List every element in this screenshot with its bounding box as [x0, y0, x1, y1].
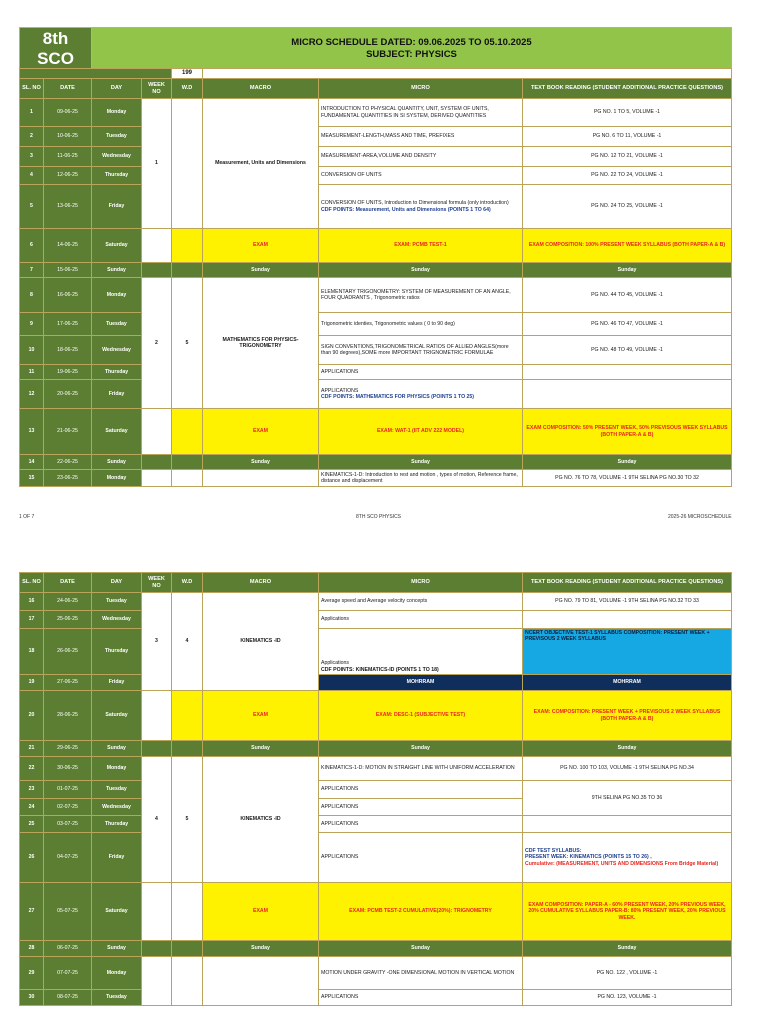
day-cell: Sunday [92, 263, 142, 278]
book-reading: PG NO. 24 TO 25, VOLUME -1 [523, 185, 732, 229]
date-cell: 17-06-25 [44, 313, 92, 336]
table-row [20, 409, 732, 455]
day-cell: Sunday [92, 455, 142, 470]
micro-topic: APPLICATIONS [319, 365, 523, 380]
day-cell: Thursday [92, 167, 142, 185]
day-cell: Thursday [92, 629, 142, 675]
book-reading: Sunday [523, 941, 732, 957]
table-row [20, 470, 732, 487]
date-cell: 30-06-25 [44, 757, 92, 781]
sl-no: 14 [20, 455, 44, 470]
wd-cell [172, 957, 203, 1006]
col-header-day: DAY [92, 79, 142, 99]
col-header-book: TEXT BOOK READING (STUDENT ADDITIONAL PRACTICE QUESTIONS) [523, 573, 732, 593]
date-cell: 01-07-25 [44, 781, 92, 799]
sl-no: 27 [20, 883, 44, 941]
date-cell: 21-06-25 [44, 409, 92, 455]
week-no [142, 941, 172, 957]
day-cell: Friday [92, 380, 142, 409]
wd-cell [172, 741, 203, 757]
table-row [20, 957, 732, 990]
sl-no: 17 [20, 611, 44, 629]
day-cell: Friday [92, 833, 142, 883]
date-cell: 08-07-25 [44, 990, 92, 1006]
col-header-week: WEEK NO [142, 573, 172, 593]
micro-topic: APPLICATIONS [319, 833, 523, 883]
week-no [142, 263, 172, 278]
book-reading: PG NO. 100 TO 103, VOLUME -1 9TH SELINA PG NO.34 [523, 757, 732, 781]
col-header-macro: MACRO [203, 79, 319, 99]
title-table [19, 27, 732, 71]
book-reading: PG NO. 6 TO 11, VOLUME -1 [523, 127, 732, 147]
day-cell: Monday [92, 278, 142, 313]
sl-no: 22 [20, 757, 44, 781]
day-cell: Wednesday [92, 336, 142, 365]
table-row [20, 757, 732, 781]
sl-no: 28 [20, 941, 44, 957]
day-cell: Sunday [92, 741, 142, 757]
col-header-micro: MICRO [319, 79, 523, 99]
book-reading [523, 816, 732, 833]
date-cell: 29-06-25 [44, 741, 92, 757]
wd-cell: 5 [172, 757, 203, 883]
book-reading: Sunday [523, 741, 732, 757]
micro-topic: KINEMATICS-1-D: MOTION IN STRAIGHT LINE WITH UNIFORM ACCELERATION [319, 757, 523, 781]
micro-topic: CONVERSION OF UNITS [319, 167, 523, 185]
week-no: 4 [142, 757, 172, 883]
table-row [20, 147, 732, 167]
day-cell: Wednesday [92, 611, 142, 629]
micro-text: Applications [321, 660, 349, 667]
table-row [20, 833, 732, 883]
week-no [142, 409, 172, 455]
table-row [20, 455, 732, 470]
micro-topic: Sunday [319, 455, 523, 470]
micro-text: CONVERSION OF UNITS, Introduction to Dimensional formula (only introduction) [321, 200, 509, 207]
table-row [20, 781, 732, 799]
cdf-points: CDF POINTS: Measurement, Units and Dimensions (POINTS 1 TO 64) [321, 206, 491, 213]
sl-no: 12 [20, 380, 44, 409]
book-reading: EXAM COMPOSITION: 50% PRESENT WEEK, 50% PREVISOUS WEEK SYLLABUS (BOTH PAPER-A & B) [523, 409, 732, 455]
sl-no: 21 [20, 741, 44, 757]
micro-topic [319, 185, 523, 229]
book-reading [523, 380, 732, 409]
date-cell: 18-06-25 [44, 336, 92, 365]
micro-topic: APPLICATIONS [319, 816, 523, 833]
macro-topic: Measurement, Units and Dimensions [203, 99, 319, 229]
day-cell: Monday [92, 957, 142, 990]
wd-cell [172, 691, 203, 741]
micro-topic: MOTION UNDER GRAVITY -ONE DIMENSIONAL MOTION IN VERTICAL MOTION [319, 957, 523, 990]
book-reading: 9TH SELINA PG NO.35 TO 36 [523, 781, 732, 816]
wd-cell [172, 229, 203, 263]
day-cell: Tuesday [92, 127, 142, 147]
day-cell: Saturday [92, 883, 142, 941]
week-no [142, 957, 172, 1006]
sl-no: 13 [20, 409, 44, 455]
micro-topic: Sunday [319, 741, 523, 757]
week-no: 2 [142, 278, 172, 409]
day-cell: Friday [92, 185, 142, 229]
micro-topic: Trigonometric identies, Trigonometric values ( 0 to 90 deg) [319, 313, 523, 336]
date-cell: 05-07-25 [44, 883, 92, 941]
table-row [20, 883, 732, 941]
schedule-table-page1 [19, 68, 732, 487]
book-reading [523, 365, 732, 380]
micro-topic: APPLICATIONS [319, 781, 523, 799]
macro-topic: Sunday [203, 741, 319, 757]
day-cell: Thursday [92, 816, 142, 833]
col-header-wd: W.D [172, 573, 203, 593]
week-no [142, 691, 172, 741]
wd-cell [172, 409, 203, 455]
sl-no: 1 [20, 99, 44, 127]
blank-cell [20, 69, 172, 79]
wd-cell: 5 [172, 278, 203, 409]
micro-topic: EXAM: PCMB TEST-2 CUMULATIVE(20%): TRIGNOMETRY [319, 883, 523, 941]
page-title [92, 28, 732, 71]
table-row [20, 229, 732, 263]
sl-no: 20 [20, 691, 44, 741]
book-reading [523, 611, 732, 629]
table-row [20, 741, 732, 757]
sl-no: 10 [20, 336, 44, 365]
wd-cell [172, 99, 203, 229]
day-cell: Tuesday [92, 990, 142, 1006]
micro-topic: APPLICATIONS [319, 799, 523, 816]
table-row [20, 278, 732, 313]
page-footer-center: 8TH SCO PHYSICS [356, 514, 402, 520]
macro-topic: MATHEMATICS FOR PHYSICS-TRIGONOMETRY [203, 278, 319, 409]
day-cell: Saturday [92, 229, 142, 263]
book-reading: EXAM: COMPOSITION: PRESENT WEEK + PREVISOUS 2 WEEK SYLLABUS (BOTH PAPER-A & B) [523, 691, 732, 741]
book-reading: PG NO. 76 TO 78, VOLUME -1 9TH SELINA PG NO.30 TO 32 [523, 470, 732, 487]
sl-no: 3 [20, 147, 44, 167]
col-header-week: WEEK NO [142, 79, 172, 99]
col-header-date: DATE [44, 573, 92, 593]
date-cell: 03-07-25 [44, 816, 92, 833]
page-footer-right: 2025-26 MICROSCHEDULE [668, 514, 732, 520]
sl-no: 26 [20, 833, 44, 883]
day-cell: Thursday [92, 365, 142, 380]
brand-logo: 8th SCO [20, 28, 92, 71]
book-reading: PG NO. 48 TO 49, VOLUME -1 [523, 336, 732, 365]
micro-topic: Average speed and Average velocity concepts [319, 593, 523, 611]
schedule-table-page2 [19, 572, 732, 1006]
sl-no: 25 [20, 816, 44, 833]
sl-no: 8 [20, 278, 44, 313]
date-cell: 22-06-25 [44, 455, 92, 470]
macro-topic: Sunday [203, 263, 319, 278]
date-cell: 27-06-25 [44, 675, 92, 691]
book-reading: PG NO. 46 TO 47, VOLUME -1 [523, 313, 732, 336]
micro-topic: EXAM: WAT-1 (IIT ADV 222 MODEL) [319, 409, 523, 455]
sl-no: 11 [20, 365, 44, 380]
col-header-wd: W.D [172, 79, 203, 99]
day-cell: Tuesday [92, 313, 142, 336]
wd-total: 199 [172, 69, 203, 79]
table-row [20, 127, 732, 147]
date-cell: 19-06-25 [44, 365, 92, 380]
table-row [20, 675, 732, 691]
col-header-sl: SL. NO [20, 573, 44, 593]
micro-topic: INTRODUCTION TO PHYSICAL QUANTITY, UNIT, SYSTEM OF UNITS, FUNDAMENTAL QUANTITIES IN SI SYSTEM, DERIVED QUANTITIES [319, 99, 523, 127]
micro-text: APPLICATIONS [321, 387, 359, 394]
title-line-1: MICRO SCHEDULE DATED: 09.06.2025 TO 05.10.2025 [291, 37, 532, 48]
wd-cell: 4 [172, 593, 203, 691]
book-reading: PG NO. 79 TO 81, VOLUME -1 9TH SELINA PG NO.32 TO 33 [523, 593, 732, 611]
macro-topic: Sunday [203, 455, 319, 470]
macro-topic [203, 470, 319, 487]
macro-topic: EXAM [203, 229, 319, 263]
date-cell: 24-06-25 [44, 593, 92, 611]
wd-cell [172, 941, 203, 957]
holiday-label: MOHRRAM [523, 675, 732, 691]
book-reading: Sunday [523, 455, 732, 470]
table-row [20, 629, 732, 675]
date-cell: 11-06-25 [44, 147, 92, 167]
table-row [20, 336, 732, 365]
week-no [142, 455, 172, 470]
day-cell: Friday [92, 675, 142, 691]
book-reading [523, 833, 732, 883]
col-header-macro: MACRO [203, 573, 319, 593]
wd-cell [172, 470, 203, 487]
sl-no: 2 [20, 127, 44, 147]
date-cell: 14-06-25 [44, 229, 92, 263]
sl-no: 16 [20, 593, 44, 611]
sl-no: 6 [20, 229, 44, 263]
sl-no: 9 [20, 313, 44, 336]
cdf-present-week: PRESENT WEEK: KINEMATICS (POINTS 15 TO 26) , [525, 854, 652, 861]
micro-topic: KINEMATICS-1-D: Introduction to rest and motion , types of motion, Reference frame, distance and displacement [319, 470, 523, 487]
table-row [20, 365, 732, 380]
date-cell: 23-06-25 [44, 470, 92, 487]
table-row [20, 990, 732, 1006]
micro-topic [319, 629, 523, 675]
week-no [142, 883, 172, 941]
ncert-test-note: NCERT OBJECTIVE TEST-1 SYLLABUS COMPOSITION: PRESENT WEEK + PREVISOUS 2 WEEK SYLLABUS [523, 629, 732, 675]
week-no [142, 470, 172, 487]
sl-no: 15 [20, 470, 44, 487]
micro-topic: Applications [319, 611, 523, 629]
date-cell: 09-06-25 [44, 99, 92, 127]
sl-no: 4 [20, 167, 44, 185]
micro-topic [319, 380, 523, 409]
week-no: 3 [142, 593, 172, 691]
sl-no: 19 [20, 675, 44, 691]
book-reading: PG NO. 22 TO 24, VOLUME -1 [523, 167, 732, 185]
sl-no: 30 [20, 990, 44, 1006]
col-header-date: DATE [44, 79, 92, 99]
micro-topic: EXAM: DESC-1 (SUBJECTIVE TEST) [319, 691, 523, 741]
book-reading: PG NO. 1 TO 5, VOLUME -1 [523, 99, 732, 127]
book-reading: PG NO. 12 TO 21, VOLUME -1 [523, 147, 732, 167]
date-cell: 02-07-25 [44, 799, 92, 816]
table-row [20, 611, 732, 629]
date-cell: 28-06-25 [44, 691, 92, 741]
sl-no: 7 [20, 263, 44, 278]
micro-topic: APPLICATIONS [319, 990, 523, 1006]
date-cell: 20-06-25 [44, 380, 92, 409]
day-cell: Monday [92, 99, 142, 127]
macro-topic: EXAM [203, 409, 319, 455]
week-no [142, 741, 172, 757]
cdf-test-syllabus-title: CDF TEST SYLLABUS: [525, 847, 582, 854]
book-reading: PG NO. 122 , VOLUME -1 [523, 957, 732, 990]
cdf-points: CDF POINTS: MATHEMATICS FOR PHYSICS (POINTS 1 TO 25) [321, 394, 475, 400]
col-header-day: DAY [92, 573, 142, 593]
micro-topic: SIGN CONVENTIONS,TRIGONOMETRICAL RATIOS OF ALLIED ANGLES(more than 90 degrees),SOME more IMPORTANT TRIGNOMETRIC FORMULAE [319, 336, 523, 365]
date-cell: 10-06-25 [44, 127, 92, 147]
sl-no: 29 [20, 957, 44, 990]
sl-no: 24 [20, 799, 44, 816]
day-cell: Tuesday [92, 593, 142, 611]
date-cell: 25-06-25 [44, 611, 92, 629]
table-row [20, 816, 732, 833]
table-row [20, 167, 732, 185]
day-cell: Sunday [92, 941, 142, 957]
macro-topic: EXAM [203, 691, 319, 741]
cdf-cumulative: Cumulative: (MEASUREMENT, UNITS AND DIMENSIONS From Bridge Material) [525, 860, 719, 867]
table-row [20, 99, 732, 127]
week-no [142, 229, 172, 263]
day-cell: Wednesday [92, 147, 142, 167]
wd-cell [172, 263, 203, 278]
book-reading: PG NO. 123, VOLUME -1 [523, 990, 732, 1006]
week-no: 1 [142, 99, 172, 229]
wd-cell [172, 455, 203, 470]
macro-topic: KINEMATICS -ID [203, 757, 319, 883]
day-cell: Wednesday [92, 799, 142, 816]
col-header-book: TEXT BOOK READING (STUDENT ADDITIONAL PRACTICE QUESTIONS) [523, 79, 732, 99]
date-cell: 04-07-25 [44, 833, 92, 883]
micro-topic: Sunday [319, 941, 523, 957]
book-reading: Sunday [523, 263, 732, 278]
wd-cell [172, 883, 203, 941]
micro-topic: ELEMENTARY TRIGONOMETRY: SYSTEM OF MEASUREMENT OF AN ANGLE, FOUR QUADRANTS , Trigonometric ratios [319, 278, 523, 313]
day-cell: Saturday [92, 691, 142, 741]
date-cell: 16-06-25 [44, 278, 92, 313]
title-line-2: SUBJECT: PHYSICS [366, 49, 457, 60]
date-cell: 12-06-25 [44, 167, 92, 185]
sl-no: 18 [20, 629, 44, 675]
micro-topic: MEASUREMENT-LENGTH,MASS AND TIME, PREFIXES [319, 127, 523, 147]
date-cell: 07-07-25 [44, 957, 92, 990]
page-footer-left: 1 OF 7 [19, 514, 35, 520]
book-reading: EXAM COMPOSITION: 100% PRESENT WEEK SYLLABUS (BOTH PAPER-A & B) [523, 229, 732, 263]
table-row [20, 691, 732, 741]
micro-topic: Sunday [319, 263, 523, 278]
holiday-label: MOHRRAM [319, 675, 523, 691]
date-cell: 13-06-25 [44, 185, 92, 229]
table-row [20, 593, 732, 611]
day-cell: Monday [92, 470, 142, 487]
table-row [20, 941, 732, 957]
macro-topic: KINEMATICS -ID [203, 593, 319, 691]
macro-topic: EXAM [203, 883, 319, 941]
macro-topic: Sunday [203, 941, 319, 957]
date-cell: 26-06-25 [44, 629, 92, 675]
col-header-sl: SL. NO [20, 79, 44, 99]
book-reading: EXAM COMPOSITION: PAPER-A - 60% PRESENT WEEK, 20% PREVIOUS WEEK, 20% CUMULATIVE SYLLABUS PAPER-B: 80% PRESENT WEEK, 20% PREVIOUS WEEK. [523, 883, 732, 941]
sl-no: 23 [20, 781, 44, 799]
day-cell: Saturday [92, 409, 142, 455]
micro-topic: MEASUREMENT-AREA,VOLUME AND DENSITY [319, 147, 523, 167]
col-header-micro: MICRO [319, 573, 523, 593]
cdf-points: CDF POINTS: KINEMATICS-ID (POINTS 1 TO 18) [321, 666, 439, 673]
table-row [20, 185, 732, 229]
sl-no: 5 [20, 185, 44, 229]
day-cell: Tuesday [92, 781, 142, 799]
date-cell: 15-06-25 [44, 263, 92, 278]
book-reading: PG NO. 44 TO 45, VOLUME -1 [523, 278, 732, 313]
micro-topic: EXAM: PCMB TEST-1 [319, 229, 523, 263]
table-row [20, 380, 732, 409]
table-row [20, 263, 732, 278]
date-cell: 06-07-25 [44, 941, 92, 957]
macro-topic [203, 957, 319, 1006]
day-cell: Monday [92, 757, 142, 781]
blank-cell [203, 69, 732, 79]
table-row [20, 313, 732, 336]
